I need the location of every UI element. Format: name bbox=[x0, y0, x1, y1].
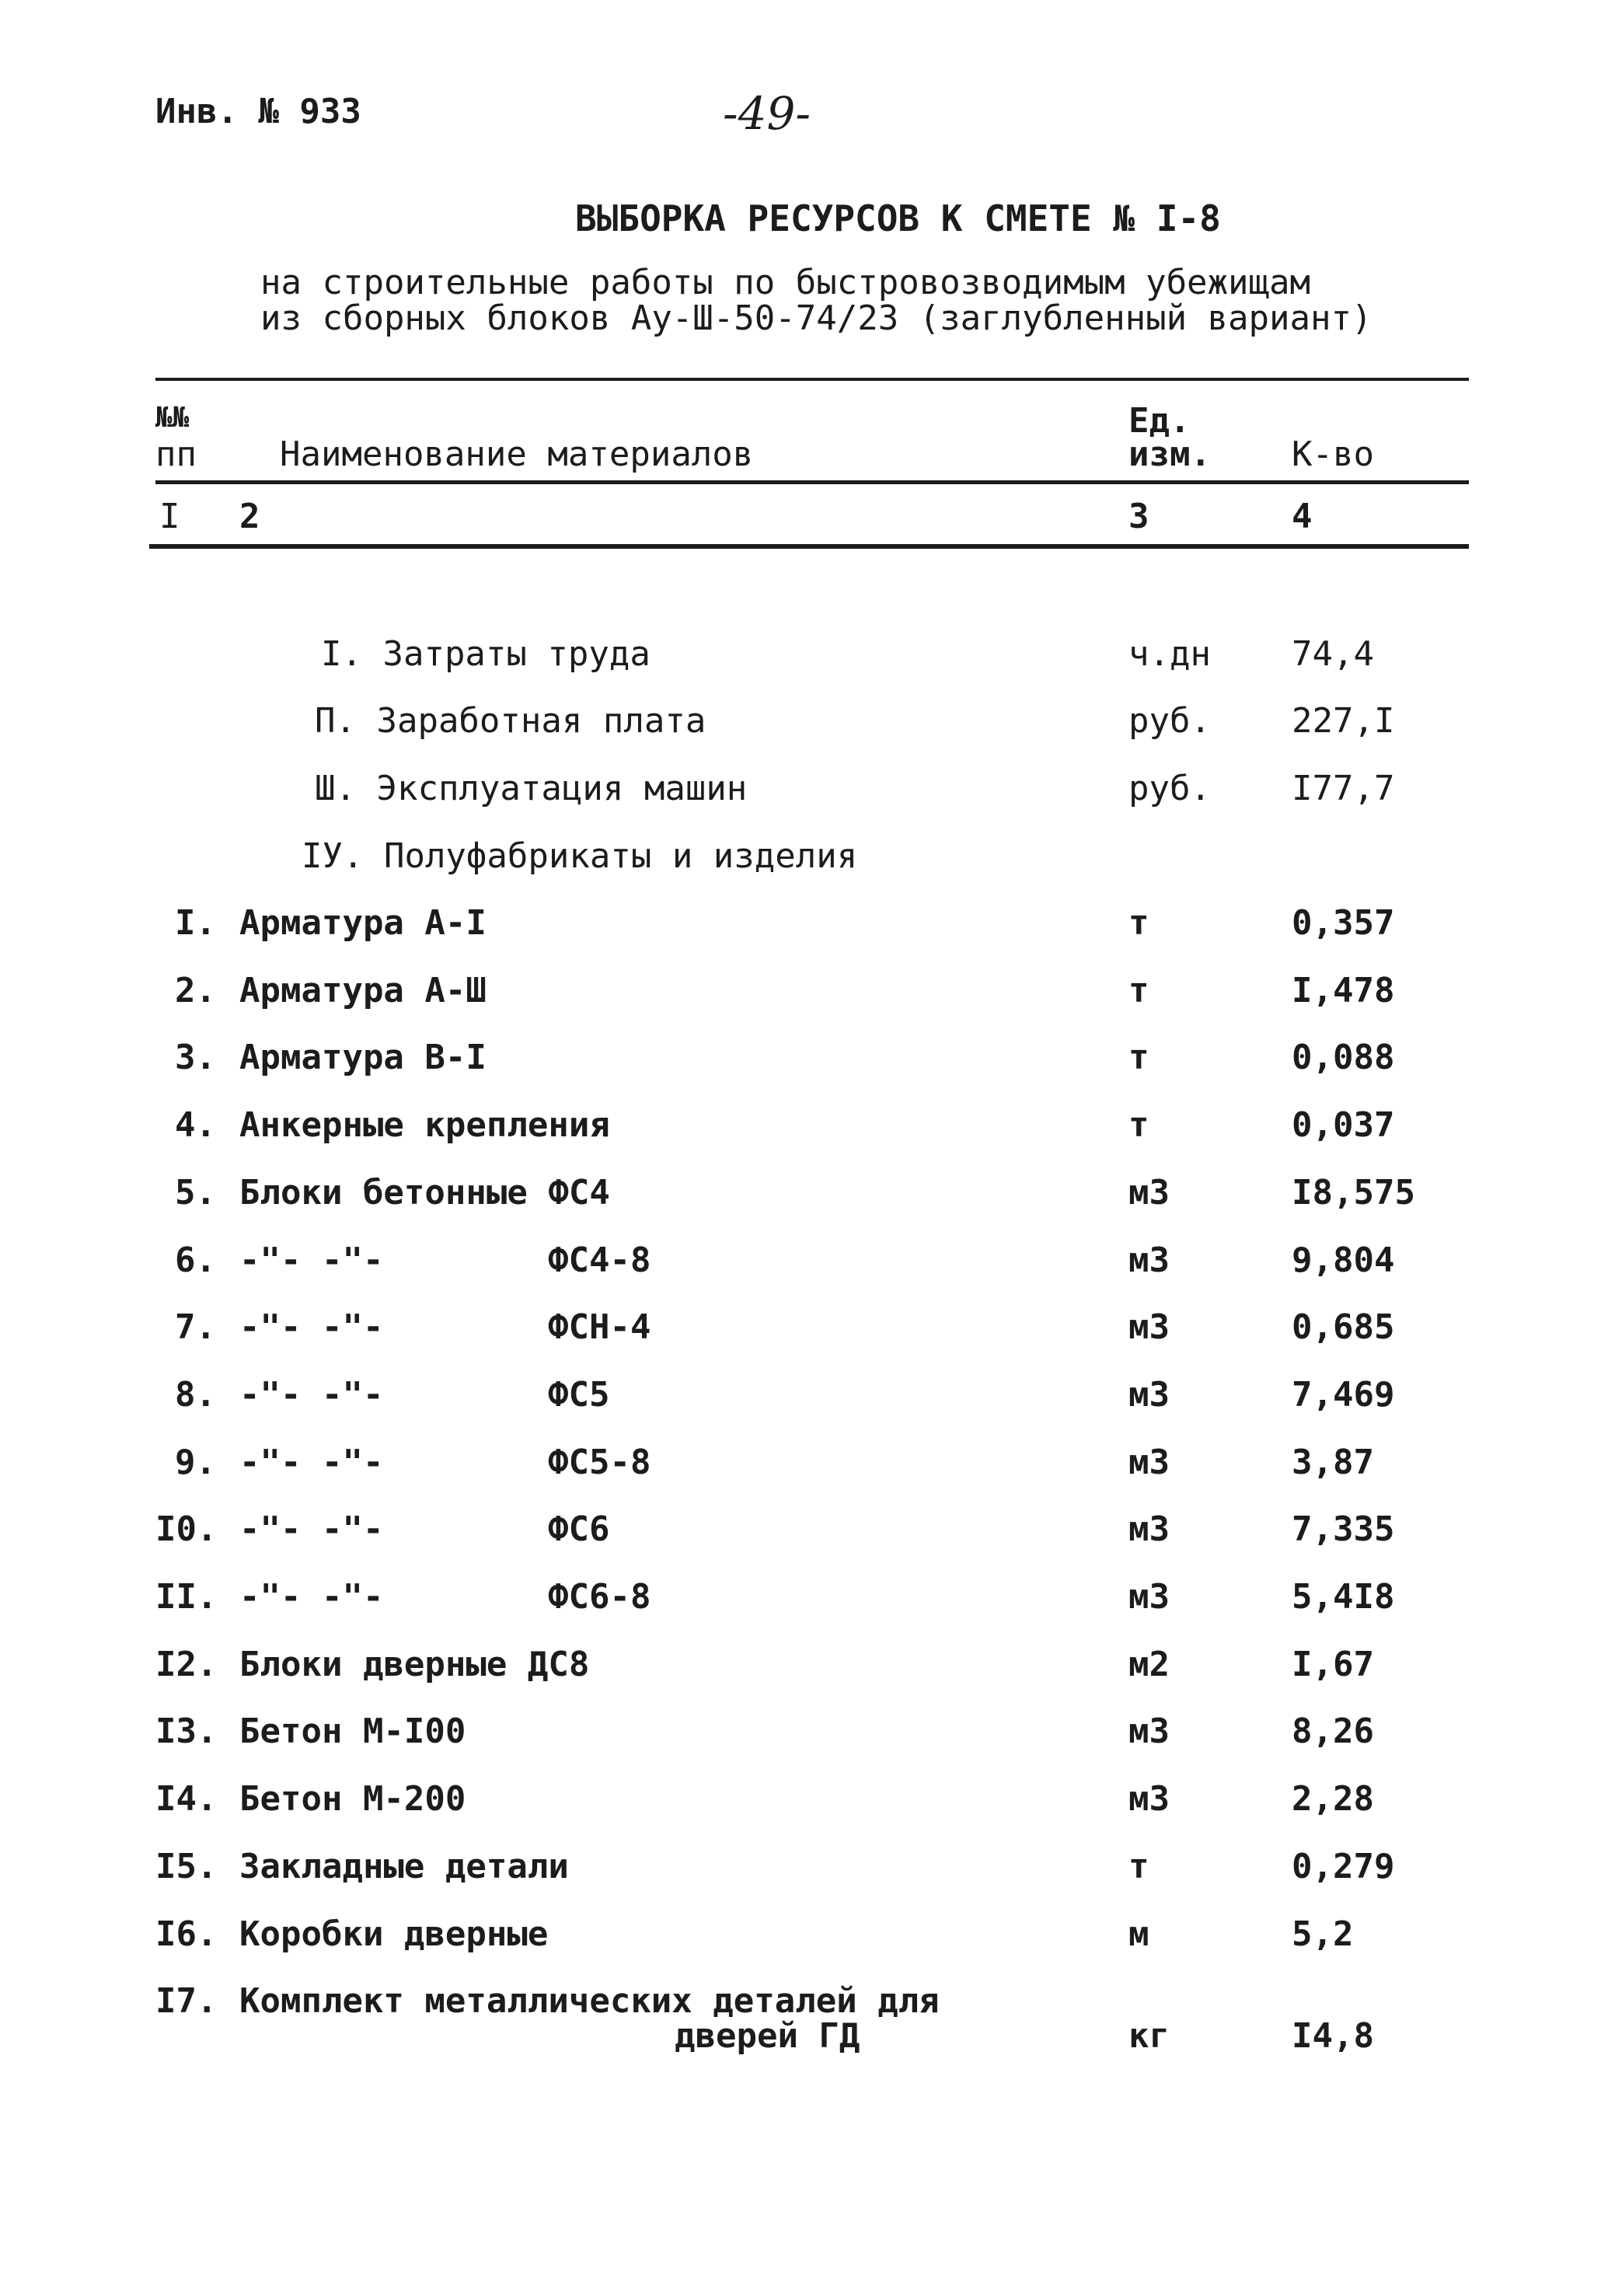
item-unit: м3 bbox=[1128, 1375, 1170, 1415]
item-quantity: I,67 bbox=[1292, 1645, 1374, 1684]
item-quantity: 5,4I8 bbox=[1292, 1577, 1395, 1617]
item-number: I. bbox=[175, 903, 216, 943]
item-unit: м bbox=[1128, 1914, 1149, 1954]
item-number: I0. bbox=[155, 1509, 218, 1549]
item-quantity: 3,87 bbox=[1292, 1443, 1374, 1482]
item-name: -"- -"- bbox=[239, 1443, 384, 1482]
item-unit: т bbox=[1128, 1105, 1149, 1145]
header-number-mark: №№ bbox=[155, 402, 190, 434]
item-quantity: 9,804 bbox=[1292, 1240, 1395, 1280]
summary-label: I. Затраты труда bbox=[321, 634, 651, 674]
header-material-name: Наименование материалов bbox=[280, 434, 754, 474]
item-quantity: 0,685 bbox=[1292, 1307, 1395, 1347]
item-name: Арматура А-Ш bbox=[239, 971, 487, 1010]
item-unit: м3 bbox=[1128, 1443, 1170, 1482]
item-grade: ФС4-8 bbox=[548, 1240, 651, 1280]
item-quantity: 5,2 bbox=[1292, 1914, 1354, 1954]
table-top-rule bbox=[155, 378, 1469, 381]
column-number-rule bbox=[149, 544, 1469, 549]
item-unit: т bbox=[1128, 971, 1149, 1010]
column-number-4: 4 bbox=[1292, 497, 1313, 536]
item-name: -"- -"- bbox=[239, 1577, 384, 1617]
item-quantity: 7,335 bbox=[1292, 1509, 1395, 1549]
item-number: 7. bbox=[175, 1307, 216, 1347]
item-name: -"- -"- bbox=[239, 1240, 384, 1280]
item-unit: м3 bbox=[1128, 1577, 1170, 1617]
item-grade: ФСН-4 bbox=[548, 1307, 651, 1347]
item-unit: м2 bbox=[1128, 1645, 1170, 1684]
item-quantity: 7,469 bbox=[1292, 1375, 1395, 1415]
item-name: Анкерные крепления bbox=[239, 1105, 610, 1145]
header-number: пп bbox=[155, 434, 197, 474]
item-unit: м3 bbox=[1128, 1173, 1170, 1213]
item-name: -"- -"- bbox=[239, 1307, 384, 1347]
summary-quantity: 74,4 bbox=[1292, 634, 1374, 674]
item-number: I7. bbox=[155, 1981, 218, 2021]
item-quantity: 0,037 bbox=[1292, 1105, 1395, 1145]
item-quantity: 0,279 bbox=[1292, 1847, 1395, 1886]
item-name: -"- -"- bbox=[239, 1375, 384, 1415]
item-quantity: 0,357 bbox=[1292, 903, 1395, 943]
page-number: -49- bbox=[723, 87, 811, 140]
item-number: 5. bbox=[175, 1173, 216, 1213]
item-number: I4. bbox=[155, 1779, 218, 1819]
item-name: Закладные детали bbox=[239, 1847, 569, 1886]
item-name: Бетон М-200 bbox=[239, 1779, 466, 1819]
item-name: Арматура А-I bbox=[239, 903, 487, 943]
item-number: 4. bbox=[175, 1105, 216, 1145]
item-unit: м3 bbox=[1128, 1307, 1170, 1347]
summary-label: IУ. Полуфабрикаты и изделия bbox=[302, 836, 858, 876]
page-title: ВЫБОРКА РЕСУРСОВ К СМЕТЕ № I-8 bbox=[575, 197, 1221, 239]
item-quantity: I,478 bbox=[1292, 971, 1395, 1010]
header-quantity: К-во bbox=[1292, 434, 1374, 474]
item-number: I3. bbox=[155, 1712, 218, 1751]
item-name: Арматура В-I bbox=[239, 1038, 487, 1077]
summary-label: П. Заработная плата bbox=[315, 701, 706, 741]
item-unit: т bbox=[1128, 903, 1149, 943]
item-unit: т bbox=[1128, 1038, 1149, 1077]
item-grade: ФС6-8 bbox=[548, 1577, 651, 1617]
summary-quantity: I77,7 bbox=[1292, 769, 1395, 808]
header-unit: Ед. bbox=[1128, 401, 1191, 441]
item-number: 9. bbox=[175, 1443, 216, 1482]
item-name: Блоки дверные ДС8 bbox=[239, 1645, 590, 1684]
summary-unit: ч.дн bbox=[1128, 634, 1211, 674]
item-number: I5. bbox=[155, 1847, 218, 1886]
item-number: 8. bbox=[175, 1375, 216, 1415]
item-name: Блоки бетонные ФС4 bbox=[239, 1173, 610, 1213]
item-quantity: 8,26 bbox=[1292, 1712, 1374, 1751]
column-number-2: 2 bbox=[239, 497, 260, 536]
item-name: Бетон М-I00 bbox=[239, 1712, 466, 1751]
item-grade: ФС5 bbox=[548, 1375, 610, 1415]
item-grade: ФС6 bbox=[548, 1509, 610, 1549]
item-number: 6. bbox=[175, 1240, 216, 1280]
item-number: I2. bbox=[155, 1645, 218, 1684]
item-grade: ФС5-8 bbox=[548, 1443, 651, 1482]
subtitle-line-2: из сборных блоков Ау-Ш-50-74/23 (заглубленный вариант) bbox=[260, 298, 1373, 338]
item-name: Коробки дверные bbox=[239, 1914, 549, 1954]
item-quantity: 2,28 bbox=[1292, 1779, 1374, 1819]
summary-quantity: 227,I bbox=[1292, 701, 1395, 741]
item-17-unit: кг bbox=[1128, 2016, 1170, 2056]
header-unit-2: изм. bbox=[1128, 434, 1211, 474]
item-quantity: 0,088 bbox=[1292, 1038, 1395, 1077]
item-quantity: I8,575 bbox=[1292, 1173, 1415, 1213]
column-number-1: I bbox=[159, 497, 180, 536]
item-unit: м3 bbox=[1128, 1712, 1170, 1751]
item-unit: м3 bbox=[1128, 1240, 1170, 1280]
item-number: I6. bbox=[155, 1914, 218, 1954]
item-number: 2. bbox=[175, 971, 216, 1010]
subtitle-line-1: на строительные работы по быстровозводимым убежищам bbox=[260, 263, 1311, 302]
summary-unit: руб. bbox=[1128, 769, 1211, 808]
summary-label: Ш. Эксплуатация машин bbox=[315, 769, 748, 808]
column-number-3: 3 bbox=[1128, 497, 1149, 536]
item-17-continuation: дверей ГД bbox=[675, 2016, 860, 2056]
item-unit: м3 bbox=[1128, 1509, 1170, 1549]
item-name: -"- -"- bbox=[239, 1509, 384, 1549]
item-name: Комплект металлических деталей для bbox=[239, 1981, 940, 2021]
inventory-number: Инв. № 933 bbox=[155, 92, 361, 131]
item-unit: м3 bbox=[1128, 1779, 1170, 1819]
summary-unit: руб. bbox=[1128, 701, 1211, 741]
item-unit: т bbox=[1128, 1847, 1149, 1886]
item-number: II. bbox=[155, 1577, 218, 1617]
header-rule bbox=[155, 480, 1469, 484]
item-number: 3. bbox=[175, 1038, 216, 1077]
item-17-quantity: I4,8 bbox=[1292, 2016, 1374, 2056]
